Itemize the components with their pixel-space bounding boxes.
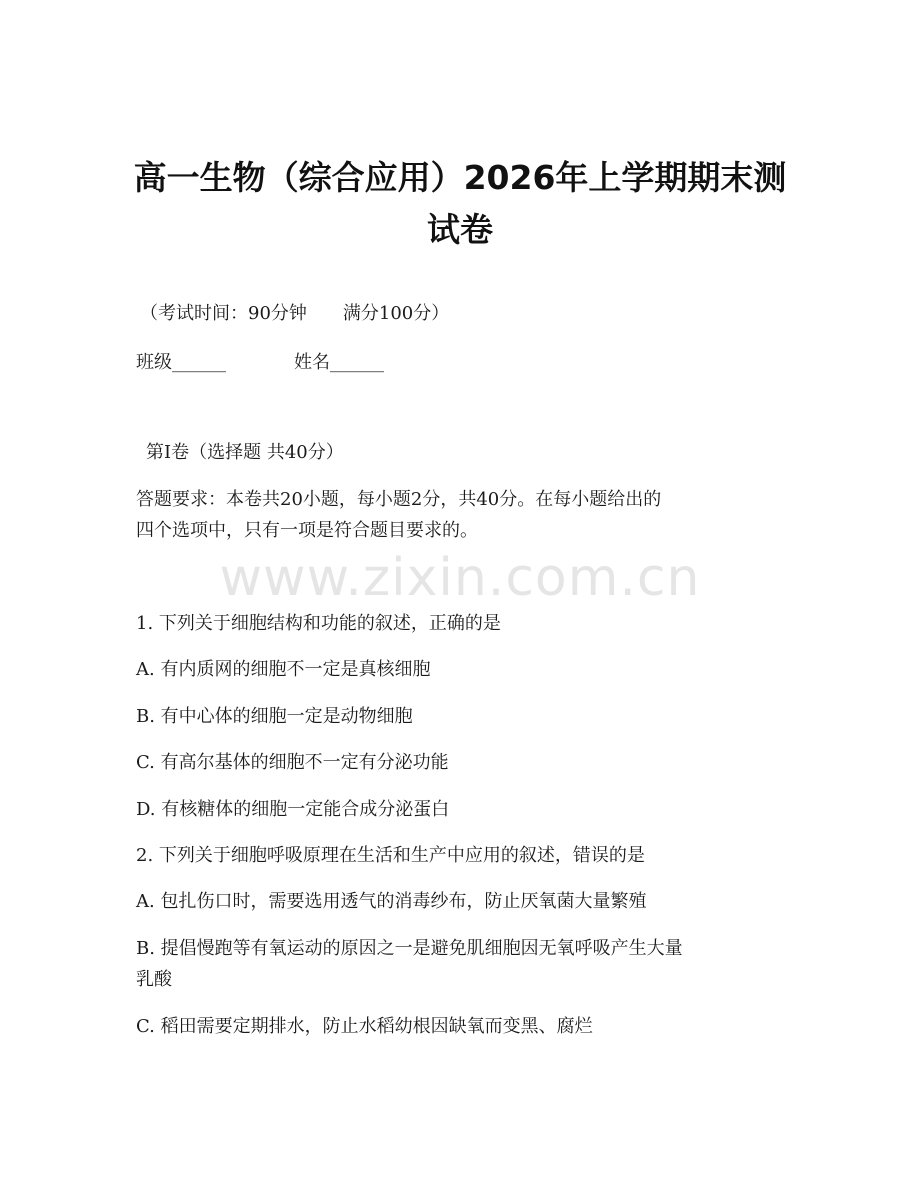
exam-title-line-1: 高一生物（综合应用）2026年上学期期末测: [133, 158, 787, 197]
class-field: 班级______: [136, 352, 226, 373]
question-2-option-a: A. 包扎伤口时，需要选用透气的消毒纱布，防止厌氧菌大量繁殖: [136, 891, 647, 912]
watermark: www.zixin.com.cn: [219, 548, 701, 608]
question-2-option-b: B. 提倡慢跑等有氧运动的原因之一是避免肌细胞因无氧呼吸产生大量: [136, 938, 683, 959]
question-1-option-c: C. 有高尔基体的细胞不一定有分泌功能: [136, 752, 449, 773]
name-field: 姓名______: [294, 352, 384, 373]
instructions-line-1: 答题要求：本卷共20小题，每小题2分，共40分。在每小题给出的: [136, 489, 662, 510]
section-title: 第Ⅰ卷（选择题 共40分）: [146, 442, 344, 463]
exam-title-line-2: 试卷: [427, 210, 493, 249]
exam-info: （考试时间：90分钟 满分100分）: [140, 303, 450, 324]
instructions-line-2: 四个选项中，只有一项是符合题目要求的。: [136, 520, 478, 541]
question-1-stem: 1. 下列关于细胞结构和功能的叙述，正确的是: [136, 613, 501, 634]
question-2-stem: 2. 下列关于细胞呼吸原理在生活和生产中应用的叙述，错误的是: [136, 845, 645, 866]
question-1-option-b: B. 有中心体的细胞一定是动物细胞: [136, 706, 413, 727]
question-2-option-c: C. 稻田需要定期排水，防止水稻幼根因缺氧而变黑、腐烂: [136, 1016, 593, 1037]
question-1-option-a: A. 有内质网的细胞不一定是真核细胞: [136, 659, 431, 680]
question-2-option-b-continued: 乳酸: [136, 969, 172, 990]
question-1-option-d: D. 有核糖体的细胞一定能合成分泌蛋白: [136, 799, 450, 820]
